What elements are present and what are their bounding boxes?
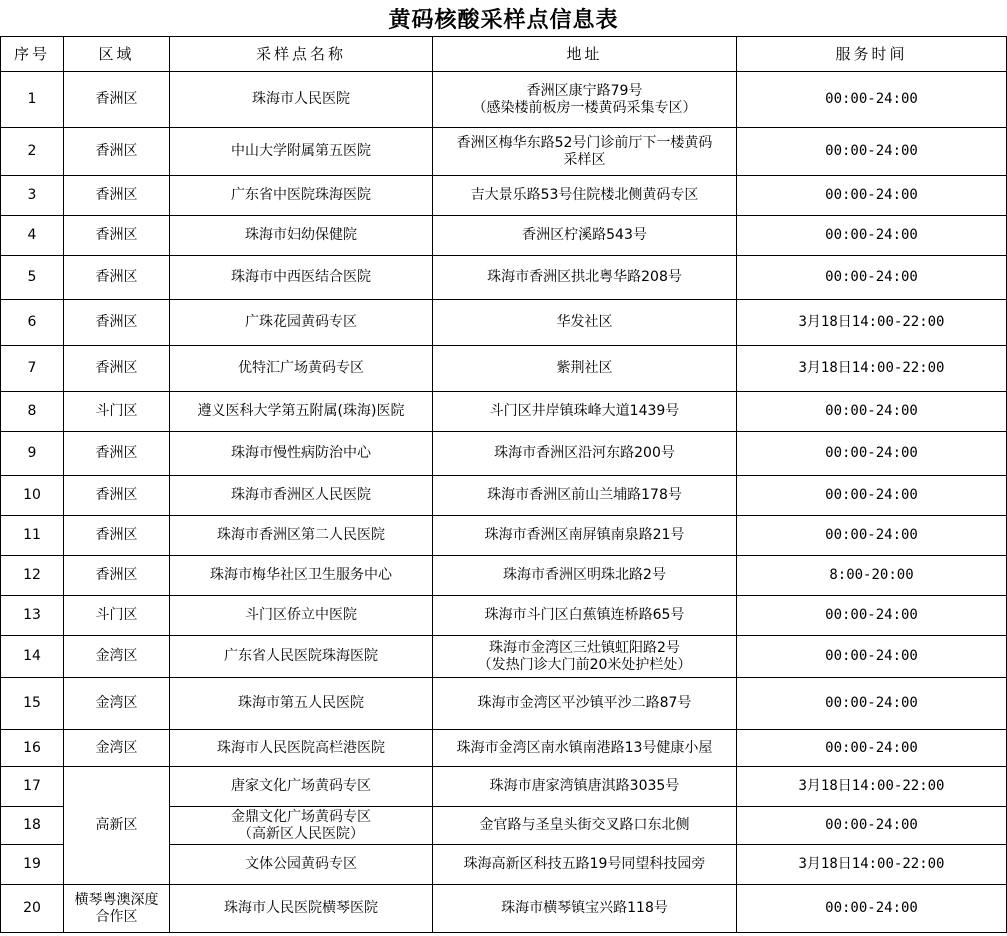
cell-area — [64, 885, 170, 933]
table-row — [1, 730, 1007, 767]
site-name-line2: （高新区人民医院） — [238, 825, 364, 842]
table-row — [1, 678, 1007, 730]
cell-no: 18 — [1, 807, 64, 845]
cell-area — [64, 392, 170, 432]
cell-site-name — [170, 516, 433, 556]
cell-no: 2 — [1, 128, 64, 176]
cell-site-name — [170, 678, 433, 730]
cell-service-time: 00:00-24:00 — [737, 885, 1007, 933]
area-text: 香洲区 — [95, 314, 138, 330]
area-text: 高新区 — [95, 817, 138, 833]
cell-service-time: 8:00-20:00 — [737, 556, 1007, 596]
address-text: 珠海市金湾区三灶镇虹阳路2号 — [489, 639, 680, 656]
area-text: 香洲区 — [95, 143, 138, 159]
address-text-line2: （发热门诊大门前20米处护栏处） — [477, 656, 692, 673]
cell-service-time: 3月18日14:00-22:00 — [737, 845, 1007, 885]
address-text: 香洲区柠溪路543号 — [522, 227, 647, 243]
cell-no: 10 — [1, 476, 64, 516]
cell-no: 5 — [1, 256, 64, 300]
table-row — [1, 885, 1007, 933]
cell-site-name — [170, 730, 433, 767]
site-name-text: 遵义医科大学第五附属(珠海)医院 — [197, 403, 405, 419]
info-table — [0, 36, 1007, 933]
header-no: 序号 — [1, 37, 64, 72]
cell-address — [433, 300, 737, 346]
cell-site-name — [170, 556, 433, 596]
address-text: 珠海市金湾区南水镇南港路13号健康小屋 — [456, 739, 713, 756]
cell-address — [433, 216, 737, 256]
cell-address — [433, 256, 737, 300]
cell-no: 11 — [1, 516, 64, 556]
cell-area — [64, 216, 170, 256]
cell-area — [64, 176, 170, 216]
site-name-text: 珠海市慢性病防治中心 — [231, 445, 371, 461]
site-name-text: 优特汇广场黄码专区 — [238, 360, 364, 376]
site-name-text: 广东省中医院珠海医院 — [231, 187, 371, 203]
cell-address — [433, 432, 737, 476]
cell-site-name — [170, 128, 433, 176]
address-text: 珠海市香洲区明珠北路2号 — [503, 567, 666, 583]
cell-area — [64, 432, 170, 476]
address-text: 珠海市香洲区沿河东路200号 — [494, 445, 675, 461]
cell-site-name — [170, 476, 433, 516]
site-name-text: 珠海市梅华社区卫生服务中心 — [210, 567, 392, 583]
address-text: 香洲区梅华东路52号门诊前厅下一楼黄码 — [456, 134, 713, 151]
address-text: 珠海市横琴镇宝兴路118号 — [501, 900, 668, 916]
header-time: 服务时间 — [737, 37, 1007, 72]
address-text: 吉大景乐路53号住院楼北侧黄码专区 — [470, 187, 699, 203]
table-row — [1, 176, 1007, 216]
address-text: 珠海市香洲区前山兰埔路178号 — [487, 487, 682, 503]
cell-no: 17 — [1, 767, 64, 807]
cell-address — [433, 556, 737, 596]
area-text: 金湾区 — [95, 648, 138, 664]
cell-address — [433, 516, 737, 556]
cell-no: 15 — [1, 678, 64, 730]
cell-area — [64, 128, 170, 176]
area-text: 香洲区 — [95, 567, 138, 583]
cell-site-name — [170, 807, 433, 845]
area-text: 金湾区 — [95, 739, 138, 756]
cell-no: 9 — [1, 432, 64, 476]
cell-no: 16 — [1, 730, 64, 767]
area-text: 横琴粤澳深度 — [74, 891, 159, 908]
cell-address — [433, 730, 737, 767]
address-text: 珠海市斗门区白蕉镇连桥路65号 — [484, 607, 685, 623]
table-row — [1, 596, 1007, 636]
area-text: 香洲区 — [95, 227, 138, 243]
cell-address — [433, 678, 737, 730]
address-text: 珠海市香洲区南屏镇南泉路21号 — [484, 527, 685, 543]
site-name-text: 斗门区侨立中医院 — [245, 607, 357, 623]
area-text-line2: 合作区 — [95, 908, 138, 925]
address-text: 斗门区井岸镇珠峰大道1439号 — [489, 403, 680, 419]
cell-service-time: 00:00-24:00 — [737, 176, 1007, 216]
cell-service-time: 00:00-24:00 — [737, 678, 1007, 730]
address-text: 华发社区 — [556, 314, 613, 330]
cell-address — [433, 128, 737, 176]
area-text: 香洲区 — [95, 527, 138, 543]
cell-no: 13 — [1, 596, 64, 636]
address-text-line2: （感染楼前板房一楼黄码采集专区） — [472, 99, 697, 116]
cell-no: 6 — [1, 300, 64, 346]
address-text: 珠海市香洲区拱北粤华路208号 — [487, 269, 682, 285]
cell-service-time: 00:00-24:00 — [737, 392, 1007, 432]
cell-no: 20 — [1, 885, 64, 933]
site-name-text: 广珠花园黄码专区 — [245, 314, 357, 330]
cell-address — [433, 636, 737, 678]
table-row — [1, 216, 1007, 256]
area-text: 香洲区 — [95, 360, 138, 376]
cell-service-time: 00:00-24:00 — [737, 72, 1007, 128]
cell-service-time: 00:00-24:00 — [737, 432, 1007, 476]
cell-address — [433, 767, 737, 807]
cell-site-name — [170, 176, 433, 216]
cell-area — [64, 596, 170, 636]
cell-service-time: 3月18日14:00-22:00 — [737, 767, 1007, 807]
cell-address — [433, 392, 737, 432]
cell-address — [433, 72, 737, 128]
cell-service-time: 00:00-24:00 — [737, 216, 1007, 256]
cell-address — [433, 476, 737, 516]
cell-service-time: 00:00-24:00 — [737, 807, 1007, 845]
cell-area — [64, 730, 170, 767]
table-row — [1, 72, 1007, 128]
cell-no: 4 — [1, 216, 64, 256]
header-row — [1, 37, 1007, 72]
header-name: 采样点名称 — [170, 37, 433, 72]
area-text: 香洲区 — [95, 269, 138, 285]
cell-service-time: 00:00-24:00 — [737, 596, 1007, 636]
site-name-text: 珠海市香洲区第二人民医院 — [217, 527, 385, 543]
table-row — [1, 346, 1007, 392]
address-text: 香洲区康宁路79号 — [526, 82, 643, 99]
cell-address — [433, 596, 737, 636]
address-text: 珠海高新区科技五路19号同望科技园旁 — [463, 856, 706, 872]
cell-no: 14 — [1, 636, 64, 678]
area-text: 金湾区 — [95, 695, 138, 711]
cell-no: 7 — [1, 346, 64, 392]
cell-area — [64, 678, 170, 730]
cell-service-time: 00:00-24:00 — [737, 256, 1007, 300]
area-text: 斗门区 — [95, 607, 138, 623]
table-row — [1, 636, 1007, 678]
table-row — [1, 556, 1007, 596]
address-text-line2: 采样区 — [563, 151, 606, 168]
cell-site-name — [170, 216, 433, 256]
site-name-text: 珠海市人民医院 — [252, 91, 350, 107]
address-text: 紫荆社区 — [556, 360, 613, 376]
site-name-text: 中山大学附属第五医院 — [231, 143, 371, 159]
table-row — [1, 256, 1007, 300]
cell-site-name — [170, 72, 433, 128]
site-name-text: 文体公园黄码专区 — [245, 856, 357, 872]
cell-service-time: 3月18日14:00-22:00 — [737, 346, 1007, 392]
address-text: 珠海市唐家湾镇唐淇路3035号 — [489, 778, 680, 794]
cell-area — [64, 636, 170, 678]
cell-no: 3 — [1, 176, 64, 216]
site-name-text: 珠海市香洲区人民医院 — [231, 487, 371, 503]
cell-area — [64, 300, 170, 346]
cell-area — [64, 256, 170, 300]
cell-address — [433, 845, 737, 885]
table-row — [1, 128, 1007, 176]
area-text: 香洲区 — [95, 91, 138, 107]
address-text: 珠海市金湾区平沙镇平沙二路87号 — [477, 695, 692, 711]
cell-site-name — [170, 636, 433, 678]
site-name-text: 珠海市妇幼保健院 — [245, 227, 357, 243]
cell-address — [433, 346, 737, 392]
site-name-text: 唐家文化广场黄码专区 — [231, 778, 371, 794]
table-row — [1, 476, 1007, 516]
cell-site-name — [170, 845, 433, 885]
cell-no: 8 — [1, 392, 64, 432]
cell-service-time: 00:00-24:00 — [737, 730, 1007, 767]
table-row — [1, 392, 1007, 432]
site-name-text: 珠海市人民医院横琴医院 — [224, 900, 378, 916]
cell-service-time: 00:00-24:00 — [737, 128, 1007, 176]
table-row — [1, 516, 1007, 556]
cell-no: 19 — [1, 845, 64, 885]
site-name-text: 珠海市中西医结合医院 — [231, 269, 371, 285]
cell-site-name — [170, 885, 433, 933]
header-area: 区域 — [64, 37, 170, 72]
cell-site-name — [170, 256, 433, 300]
cell-site-name — [170, 432, 433, 476]
cell-no: 12 — [1, 556, 64, 596]
cell-address — [433, 807, 737, 845]
cell-service-time: 3月18日14:00-22:00 — [737, 300, 1007, 346]
cell-address — [433, 885, 737, 933]
site-name-text: 珠海市第五人民医院 — [238, 695, 364, 711]
cell-area — [64, 476, 170, 516]
table-row — [1, 767, 1007, 807]
area-text: 香洲区 — [95, 187, 138, 203]
cell-area — [64, 767, 170, 885]
cell-service-time: 00:00-24:00 — [737, 476, 1007, 516]
table-row — [1, 300, 1007, 346]
cell-no: 1 — [1, 72, 64, 128]
site-name-text: 广东省人民医院珠海医院 — [224, 648, 378, 664]
cell-site-name — [170, 300, 433, 346]
cell-service-time: 00:00-24:00 — [737, 516, 1007, 556]
address-text: 金官路与圣皇头街交叉路口东北侧 — [479, 817, 690, 833]
site-name-text: 珠海市人民医院高栏港医院 — [217, 739, 385, 756]
cell-service-time: 00:00-24:00 — [737, 636, 1007, 678]
cell-address — [433, 176, 737, 216]
site-name-text: 金鼎文化广场黄码专区 — [231, 808, 371, 825]
cell-site-name — [170, 392, 433, 432]
cell-site-name — [170, 346, 433, 392]
cell-area — [64, 556, 170, 596]
cell-area — [64, 346, 170, 392]
header-address: 地址 — [433, 37, 737, 72]
area-text: 香洲区 — [95, 445, 138, 461]
cell-site-name — [170, 596, 433, 636]
table-row — [1, 432, 1007, 476]
cell-site-name — [170, 767, 433, 807]
area-text: 香洲区 — [95, 487, 138, 503]
cell-area — [64, 72, 170, 128]
area-text: 斗门区 — [95, 403, 138, 419]
cell-area — [64, 516, 170, 556]
table-title: 黄码核酸采样点信息表 — [388, 7, 619, 33]
